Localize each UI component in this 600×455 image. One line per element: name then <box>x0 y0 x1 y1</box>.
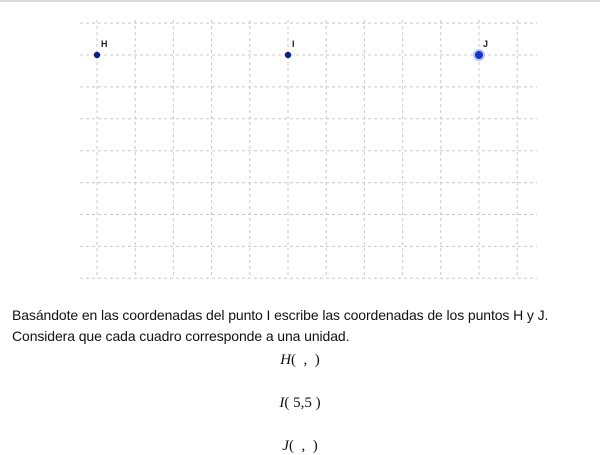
instructions-line-1: Basándote en las coordenadas del punto I escribe las coordenadas de los puntos H y J. <box>12 307 549 323</box>
answer-i <box>0 395 600 412</box>
grid-lines <box>80 20 537 278</box>
answer-j-name: J <box>282 438 289 454</box>
answer-h-name: H <box>280 352 292 368</box>
answer-i-coords: ( 5,5 ) <box>284 395 321 411</box>
point-h[interactable] <box>94 52 100 58</box>
instructions-line-2: Considera que cada cuadro corresponde a una unidad. <box>12 328 350 344</box>
instructions <box>12 305 592 347</box>
answer-h[interactable] <box>0 352 600 369</box>
grid-points <box>94 39 488 61</box>
answer-j-coords[interactable]: ( , ) <box>288 438 318 454</box>
answer-j[interactable] <box>0 438 600 455</box>
answer-i-name: I <box>279 395 285 411</box>
answer-h-coords[interactable]: ( , ) <box>291 352 320 368</box>
point-j-label: J <box>483 39 489 49</box>
point-h-label: H <box>101 39 108 49</box>
point-i-label: I <box>292 39 295 49</box>
point-j[interactable] <box>475 51 483 59</box>
point-i[interactable] <box>285 52 291 58</box>
